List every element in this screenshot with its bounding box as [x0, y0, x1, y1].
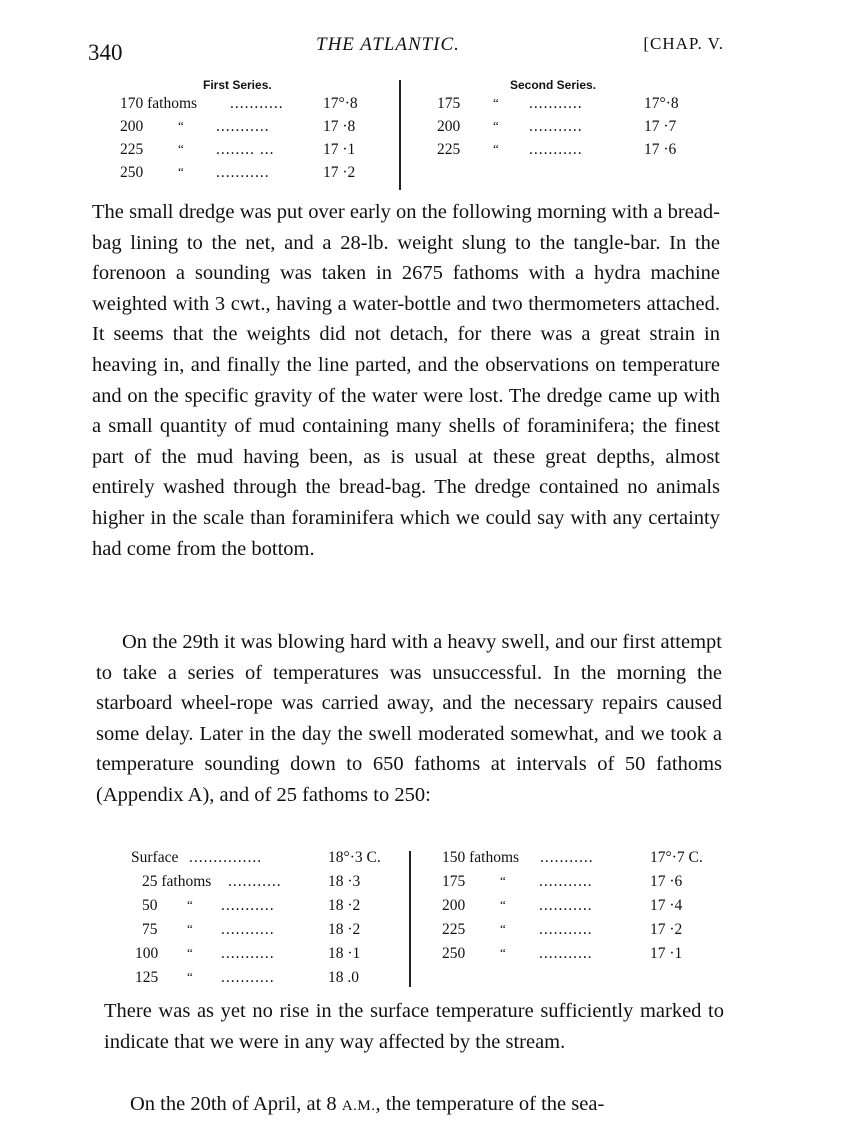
leader-dots: ...........: [539, 897, 593, 914]
leader-dots: ...........: [221, 969, 275, 986]
depth-cell: 75: [142, 921, 158, 938]
page-number: 340: [88, 40, 123, 65]
table-row: [120, 164, 380, 186]
temperature-cell: 18 ·2: [328, 897, 361, 914]
temperature-cell: 17 ·6: [644, 141, 677, 158]
temperature-cell: 18°·3 C.: [328, 849, 381, 866]
temperature-cell: 18 ·3: [328, 873, 361, 890]
depth-cell: 200: [437, 118, 461, 135]
temperature-cell: 17 ·2: [650, 921, 683, 938]
ditto-mark: “: [493, 141, 499, 156]
chapter-label: [CHAP. V.: [643, 34, 724, 53]
ditto-mark: “: [178, 118, 184, 133]
table-row: [131, 921, 406, 943]
table-row: [131, 849, 406, 871]
table-row: [131, 969, 406, 991]
leader-dots: ...........: [228, 873, 282, 890]
depth-cell: 175: [437, 95, 461, 112]
ditto-mark: “: [500, 873, 506, 888]
leader-dots: ...........: [529, 141, 583, 158]
series-temperature-table: [120, 78, 720, 198]
temperature-cell: 17°·7 C.: [650, 849, 703, 866]
ditto-mark: “: [187, 945, 193, 960]
leader-dots: ...........: [539, 921, 593, 938]
running-header: [88, 32, 728, 64]
depth-cell: Surface: [131, 849, 179, 866]
depth-cell: 170 fathoms: [120, 95, 198, 112]
table-row: [120, 141, 380, 163]
depth-cell: 225: [120, 141, 144, 158]
temperature-cell: 17°·8: [323, 95, 358, 112]
temperature-cell: 17 ·7: [644, 118, 677, 135]
leader-dots: ........ ...: [216, 141, 275, 158]
depth-cell: 100: [135, 945, 159, 962]
table-row: [442, 897, 732, 919]
leader-dots: ...........: [529, 95, 583, 112]
ditto-mark: “: [493, 95, 499, 110]
time-abbreviation: A.M.: [341, 1098, 376, 1114]
temperature-cell: 18 .0: [328, 969, 359, 986]
table-row: [442, 921, 732, 943]
body-paragraph: There was as yet no rise in the surface temperature sufficiently marked to indicate that we were in any way affected by the stream.: [104, 1000, 724, 1053]
depth-cell: 25 fathoms: [142, 873, 212, 890]
temperature-cell: 17 ·6: [650, 873, 683, 890]
leader-dots: ...........: [221, 921, 275, 938]
depth-cell: 50: [142, 897, 158, 914]
table-row: [437, 95, 717, 117]
depth-cell: 250: [120, 164, 144, 181]
body-paragraph: The small dredge was put over early on the following morning with a bread-bag lining to the net, and a 28-lb. weight slung to the tangle-bar. In the forenoon a sounding was taken in 2675 fathoms with a hydra machine weighted with 3 cwt., having a water-bottle and two thermometers attached. It seems that the weights did not detach, for there was a great strain in heaving in, and finally the line parted, and the observations on temperature and on the specific gravity of the water were lost. The dredge came up with a small quantity of mud containing many shells of foraminifera; the finest part of the mud having been, as is usual at these great depths, almost entirely washed through the bread-bag. The dredge contained no animals higher in the scale than foraminifera which we could say with any certainty had come from the bottom.: [92, 201, 720, 560]
second-series-title: Second Series.: [510, 78, 597, 92]
ditto-mark: “: [178, 141, 184, 156]
temperature-cell: 17 ·4: [650, 897, 683, 914]
table-row: [442, 873, 732, 895]
leader-dots: ...........: [539, 945, 593, 962]
table-row: [442, 945, 732, 967]
temperature-cell: 18 ·2: [328, 921, 361, 938]
table-row: [442, 849, 732, 871]
table-row: [437, 141, 717, 163]
first-series-title: First Series.: [203, 78, 272, 92]
column-divider: [399, 80, 401, 190]
leader-dots: ...........: [539, 873, 593, 890]
leader-dots: ...........: [221, 897, 275, 914]
ditto-mark: “: [187, 897, 193, 912]
table-row: [120, 118, 380, 140]
leader-dots: ...........: [529, 118, 583, 135]
temperature-cell: 17 ·1: [323, 141, 356, 158]
leader-dots: ...........: [540, 849, 594, 866]
leader-dots: ...........: [221, 945, 275, 962]
table-row: [131, 945, 406, 967]
ditto-mark: “: [187, 969, 193, 984]
depth-cell: 225: [437, 141, 461, 158]
ditto-mark: “: [178, 164, 184, 179]
sounding-temperature-table: [131, 849, 731, 993]
ditto-mark: “: [500, 897, 506, 912]
temperature-cell: 17 ·2: [323, 164, 356, 181]
leader-dots: ...........: [230, 95, 284, 112]
running-title: THE ATLANTIC.: [316, 34, 460, 55]
paragraph-text: On the 20th of April, at 8: [130, 1093, 337, 1115]
depth-cell: 175: [442, 873, 466, 890]
depth-cell: 250: [442, 945, 466, 962]
leader-dots: ...........: [216, 118, 270, 135]
ditto-mark: “: [493, 118, 499, 133]
body-paragraph-continued: [104, 1089, 724, 1122]
column-divider: [409, 851, 411, 987]
temperature-cell: 18 ·1: [328, 945, 361, 962]
table-row: [131, 873, 406, 895]
body-paragraph: On the 29th it was blowing hard with a heavy swell, and our first attempt to take a series of temperatures was unsuccessful. In the morning the starboard wheel-rope was carried away, and the necessary repairs caused some delay. Later in the day the swell moderated somewhat, and we took a temperature sounding down to 650 fathoms at intervals of 50 fathoms (Appendix A), and of 25 fathoms to 250:: [96, 631, 722, 806]
table-row: [120, 95, 380, 117]
leader-dots: ...........: [216, 164, 270, 181]
ditto-mark: “: [500, 921, 506, 936]
depth-cell: 200: [120, 118, 144, 135]
table-row: [437, 118, 717, 140]
table-row: [131, 897, 406, 919]
depth-cell: 125: [135, 969, 159, 986]
temperature-cell: 17 ·8: [323, 118, 356, 135]
depth-cell: 200: [442, 897, 466, 914]
temperature-cell: 17°·8: [644, 95, 679, 112]
temperature-cell: 17 ·1: [650, 945, 683, 962]
ditto-mark: “: [187, 921, 193, 936]
paragraph-text: , the temperature of the sea-: [375, 1093, 605, 1115]
depth-cell: 225: [442, 921, 466, 938]
depth-cell: 150 fathoms: [442, 849, 520, 866]
leader-dots: ...............: [189, 849, 263, 866]
ditto-mark: “: [500, 945, 506, 960]
